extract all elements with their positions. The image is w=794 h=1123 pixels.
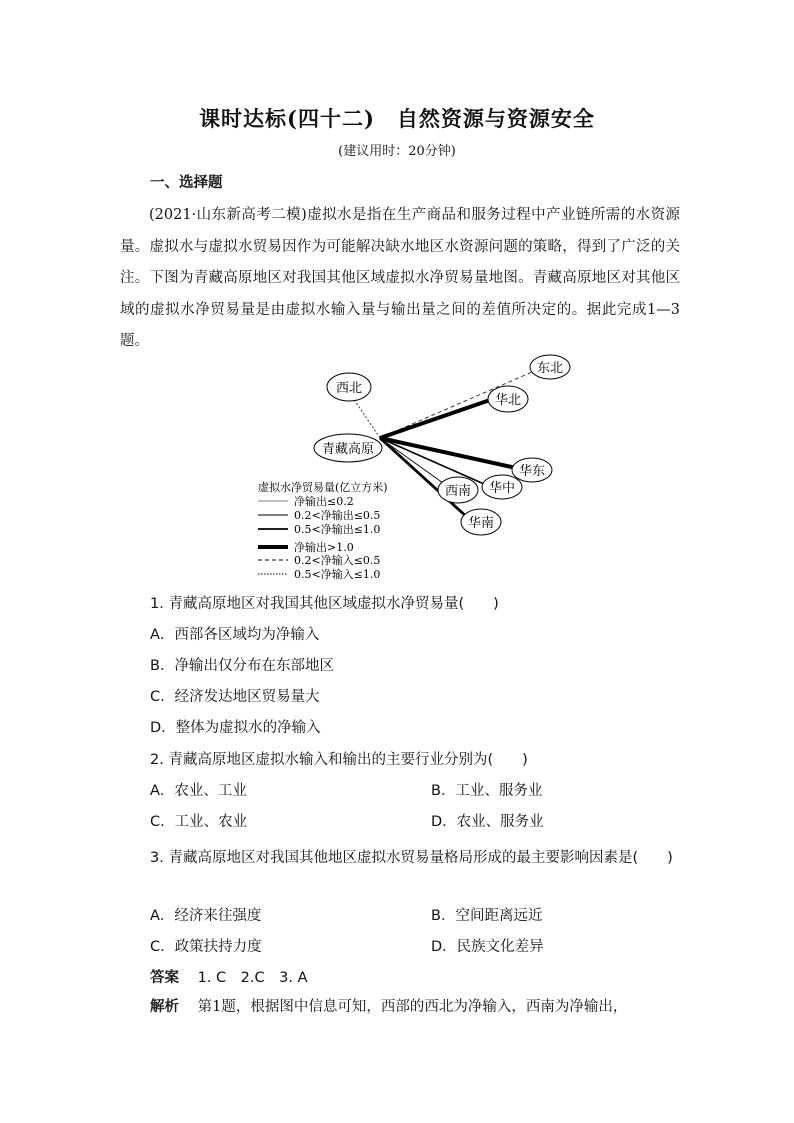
question-2-stem: 2. 青藏高原地区虚拟水输入和输出的主要行业分别为( ) xyxy=(150,752,528,768)
node-east-label: 华东 xyxy=(518,464,546,479)
diagram-legend xyxy=(258,480,388,581)
node-center-label: 青藏高原 xyxy=(321,442,375,457)
legend-item-4: 净输出>1.0 xyxy=(294,541,354,554)
question-2-option-c: C．工业、农业 xyxy=(150,814,248,830)
legend-item-3: 0.5<净输出≤1.0 xyxy=(294,523,381,536)
node-north-label: 华北 xyxy=(494,393,522,408)
section-heading: 一、选择题 xyxy=(150,175,223,191)
node-central-label: 华中 xyxy=(488,481,516,496)
question-3-option-a: A．经济来往强度 xyxy=(150,908,262,924)
node-south xyxy=(461,509,501,535)
node-central xyxy=(482,475,522,499)
question-2-option-a: A．农业、工业 xyxy=(150,783,247,799)
question-1-option-a: A．西部各区域均为净输入 xyxy=(150,627,320,643)
legend-item-2: 0.2<净输出≤0.5 xyxy=(294,509,381,522)
node-northeast-label: 东北 xyxy=(536,361,564,376)
question-3-stem: 3. 青藏高原地区对我国其他地区虚拟水贸易量格局形成的最主要影响因素是( ) xyxy=(150,850,673,866)
analysis-label: 解析 xyxy=(150,999,179,1015)
question-3-option-d: D．民族文化差异 xyxy=(431,939,544,955)
question-1-option-b: B．净输出仅分布在东部地区 xyxy=(150,658,334,674)
line-northwest xyxy=(353,398,380,438)
analysis-text: 第1题，根据图中信息可知，西部的西北为净输入，西南为净输出， xyxy=(197,999,628,1015)
question-2-option-d: D．农业、服务业 xyxy=(431,814,544,830)
page-title: 课时达标(四十二) 自然资源与资源安全 xyxy=(199,106,595,131)
line-central xyxy=(380,438,484,484)
answer-label: 答案 xyxy=(150,970,179,986)
node-southwest xyxy=(438,477,478,503)
answer-line xyxy=(150,966,308,987)
node-northwest xyxy=(327,373,371,401)
node-southwest-label: 西南 xyxy=(444,484,472,499)
question-2-option-b: B．工业、服务业 xyxy=(431,783,543,799)
node-northwest-label: 西北 xyxy=(335,381,363,396)
answer-text: 1. C 2.C 3. A xyxy=(197,970,308,986)
question-1-option-c: C．经济发达地区贸易量大 xyxy=(150,689,320,705)
legend-item-5: 0.2<净输入≤0.5 xyxy=(294,554,381,567)
question-3-option-c: C．政策扶持力度 xyxy=(150,939,262,955)
time-suggestion: (建议用时：20分钟) xyxy=(338,144,456,159)
question-3-option-b: B．空间距离远近 xyxy=(431,908,543,924)
intro-paragraph: (2021·山东新高考二模)虚拟水是指在生产商品和服务过程中产业链所需的水资源量。虚拟水与虚拟水贸易因作为可能解决缺水地区水资源问题的策略，得到了广泛的关注。下图为青藏高原地区对我国其他区域虚拟水净贸易量地图。青藏高原地区对其他区域的虚拟水净贸易量是由虚拟水输入量与输出量之间的差值所决定的。据此完成1—3题。 xyxy=(120,207,680,350)
legend-item-6: 0.5<净输入≤1.0 xyxy=(294,568,381,581)
question-1-stem: 1. 青藏高原地区对我国其他区域虚拟水净贸易量( ) xyxy=(150,596,499,612)
node-east xyxy=(512,458,552,482)
analysis-line xyxy=(150,995,680,1016)
node-center xyxy=(314,434,382,462)
virtual-water-trade-diagram xyxy=(250,350,564,590)
node-south-label: 华南 xyxy=(467,516,495,531)
question-1-option-d: D．整体为虚拟水的净输入 xyxy=(150,720,321,736)
node-northeast xyxy=(530,355,570,379)
legend-item-1: 净输出≤0.2 xyxy=(294,495,354,508)
node-north xyxy=(488,386,528,412)
legend-title: 虚拟水净贸易量(亿立方米) xyxy=(258,481,388,494)
line-north xyxy=(380,400,490,438)
